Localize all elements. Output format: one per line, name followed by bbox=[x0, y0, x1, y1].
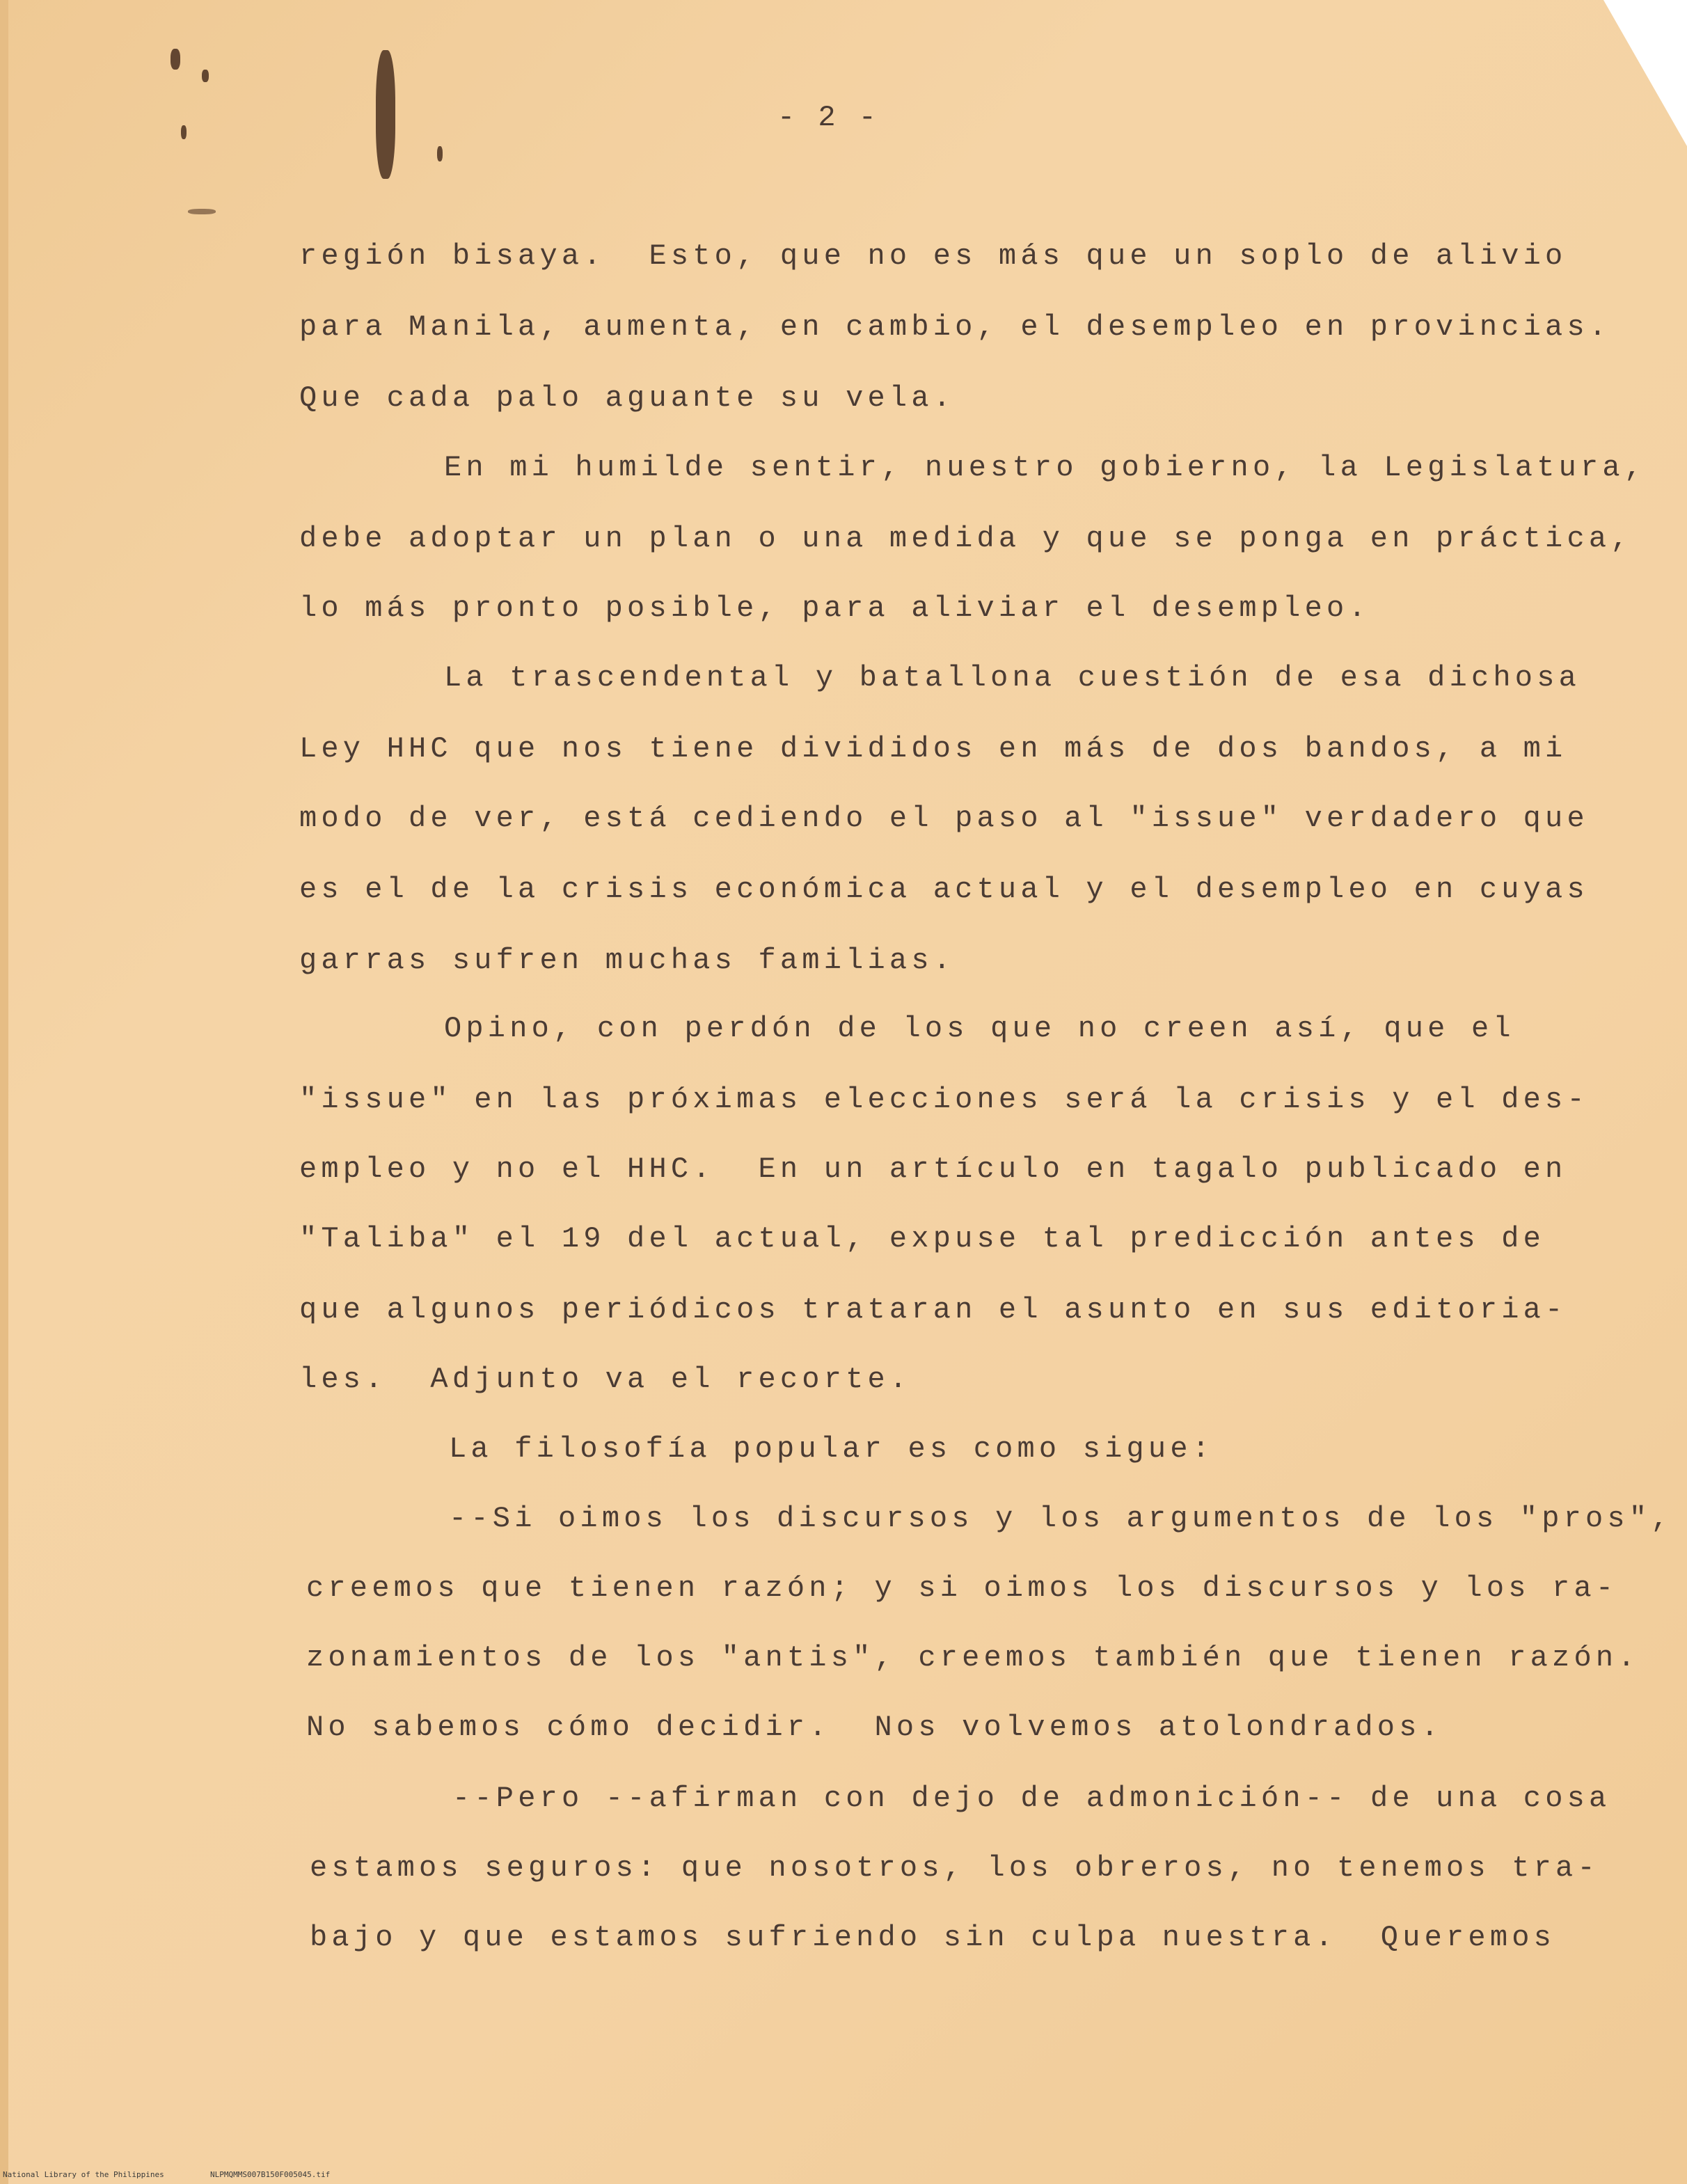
page-number: - 2 - bbox=[777, 101, 880, 134]
text-line: --Si oimos los discursos y los argumentos de los "pros", bbox=[449, 1502, 1673, 1535]
rust-stain bbox=[376, 50, 395, 179]
rust-stain bbox=[437, 146, 443, 161]
text-line: "Taliba" el 19 del actual, expuse tal predicción antes de bbox=[299, 1222, 1546, 1256]
text-line: --Pero --afirman con dejo de admonición-- de una cosa bbox=[452, 1782, 1611, 1815]
text-line: les. Adjunto va el recorte. bbox=[299, 1363, 912, 1396]
text-line: es el de la crisis económica actual y el desempleo en cuyas bbox=[299, 873, 1589, 906]
text-line: garras sufren muchas familias. bbox=[299, 944, 956, 977]
rust-stain bbox=[188, 209, 216, 214]
text-line: que algunos periódicos trataran el asunto en sus editoria- bbox=[299, 1293, 1567, 1327]
rust-stain bbox=[171, 49, 180, 70]
rust-stain bbox=[181, 125, 187, 139]
file-id: NLPMQMMS007B150F005045.tif bbox=[210, 2170, 331, 2179]
text-line: Opino, con perdón de los que no creen así, que el bbox=[444, 1012, 1515, 1045]
library-name: National Library of the Philippines bbox=[3, 2170, 164, 2179]
torn-corner bbox=[1603, 0, 1687, 146]
text-line: para Manila, aumenta, en cambio, el desempleo en provincias. bbox=[299, 310, 1611, 344]
text-line: La filosofía popular es como sigue: bbox=[449, 1432, 1214, 1466]
text-line: debe adoptar un plan o una medida y que se ponga en práctica, bbox=[299, 522, 1633, 555]
text-line: "issue" en las próximas elecciones será la crisis y el des- bbox=[299, 1083, 1589, 1116]
text-line: La trascendental y batallona cuestión de esa dichosa bbox=[444, 661, 1581, 695]
text-line: lo más pronto posible, para aliviar el desempleo. bbox=[299, 592, 1370, 625]
archive-footer bbox=[3, 2170, 330, 2179]
text-line: modo de ver, está cediendo el paso al "issue" verdadero que bbox=[299, 802, 1589, 835]
text-line: Que cada palo aguante su vela. bbox=[299, 381, 956, 415]
text-line: No sabemos cómo decidir. Nos volvemos atolondrados. bbox=[306, 1711, 1443, 1744]
text-line: Ley HHC que nos tiene divididos en más de dos bandos, a mi bbox=[299, 732, 1567, 766]
text-line: empleo y no el HHC. En un artículo en tagalo publicado en bbox=[299, 1153, 1567, 1186]
text-line: región bisaya. Esto, que no es más que un soplo de alivio bbox=[299, 239, 1567, 273]
text-line: En mi humilde sentir, nuestro gobierno, la Legislatura, bbox=[444, 451, 1647, 484]
text-line: zonamientos de los "antis", creemos también que tienen razón. bbox=[306, 1641, 1640, 1675]
rust-stain bbox=[202, 70, 209, 82]
text-line: creemos que tienen razón; y si oimos los discursos y los ra- bbox=[306, 1572, 1618, 1605]
text-line: bajo y que estamos sufriendo sin culpa nuestra. Queremos bbox=[310, 1921, 1556, 1954]
paper-left-edge bbox=[0, 0, 8, 2184]
text-line: estamos seguros: que nosotros, los obreros, no tenemos tra- bbox=[310, 1851, 1599, 1885]
